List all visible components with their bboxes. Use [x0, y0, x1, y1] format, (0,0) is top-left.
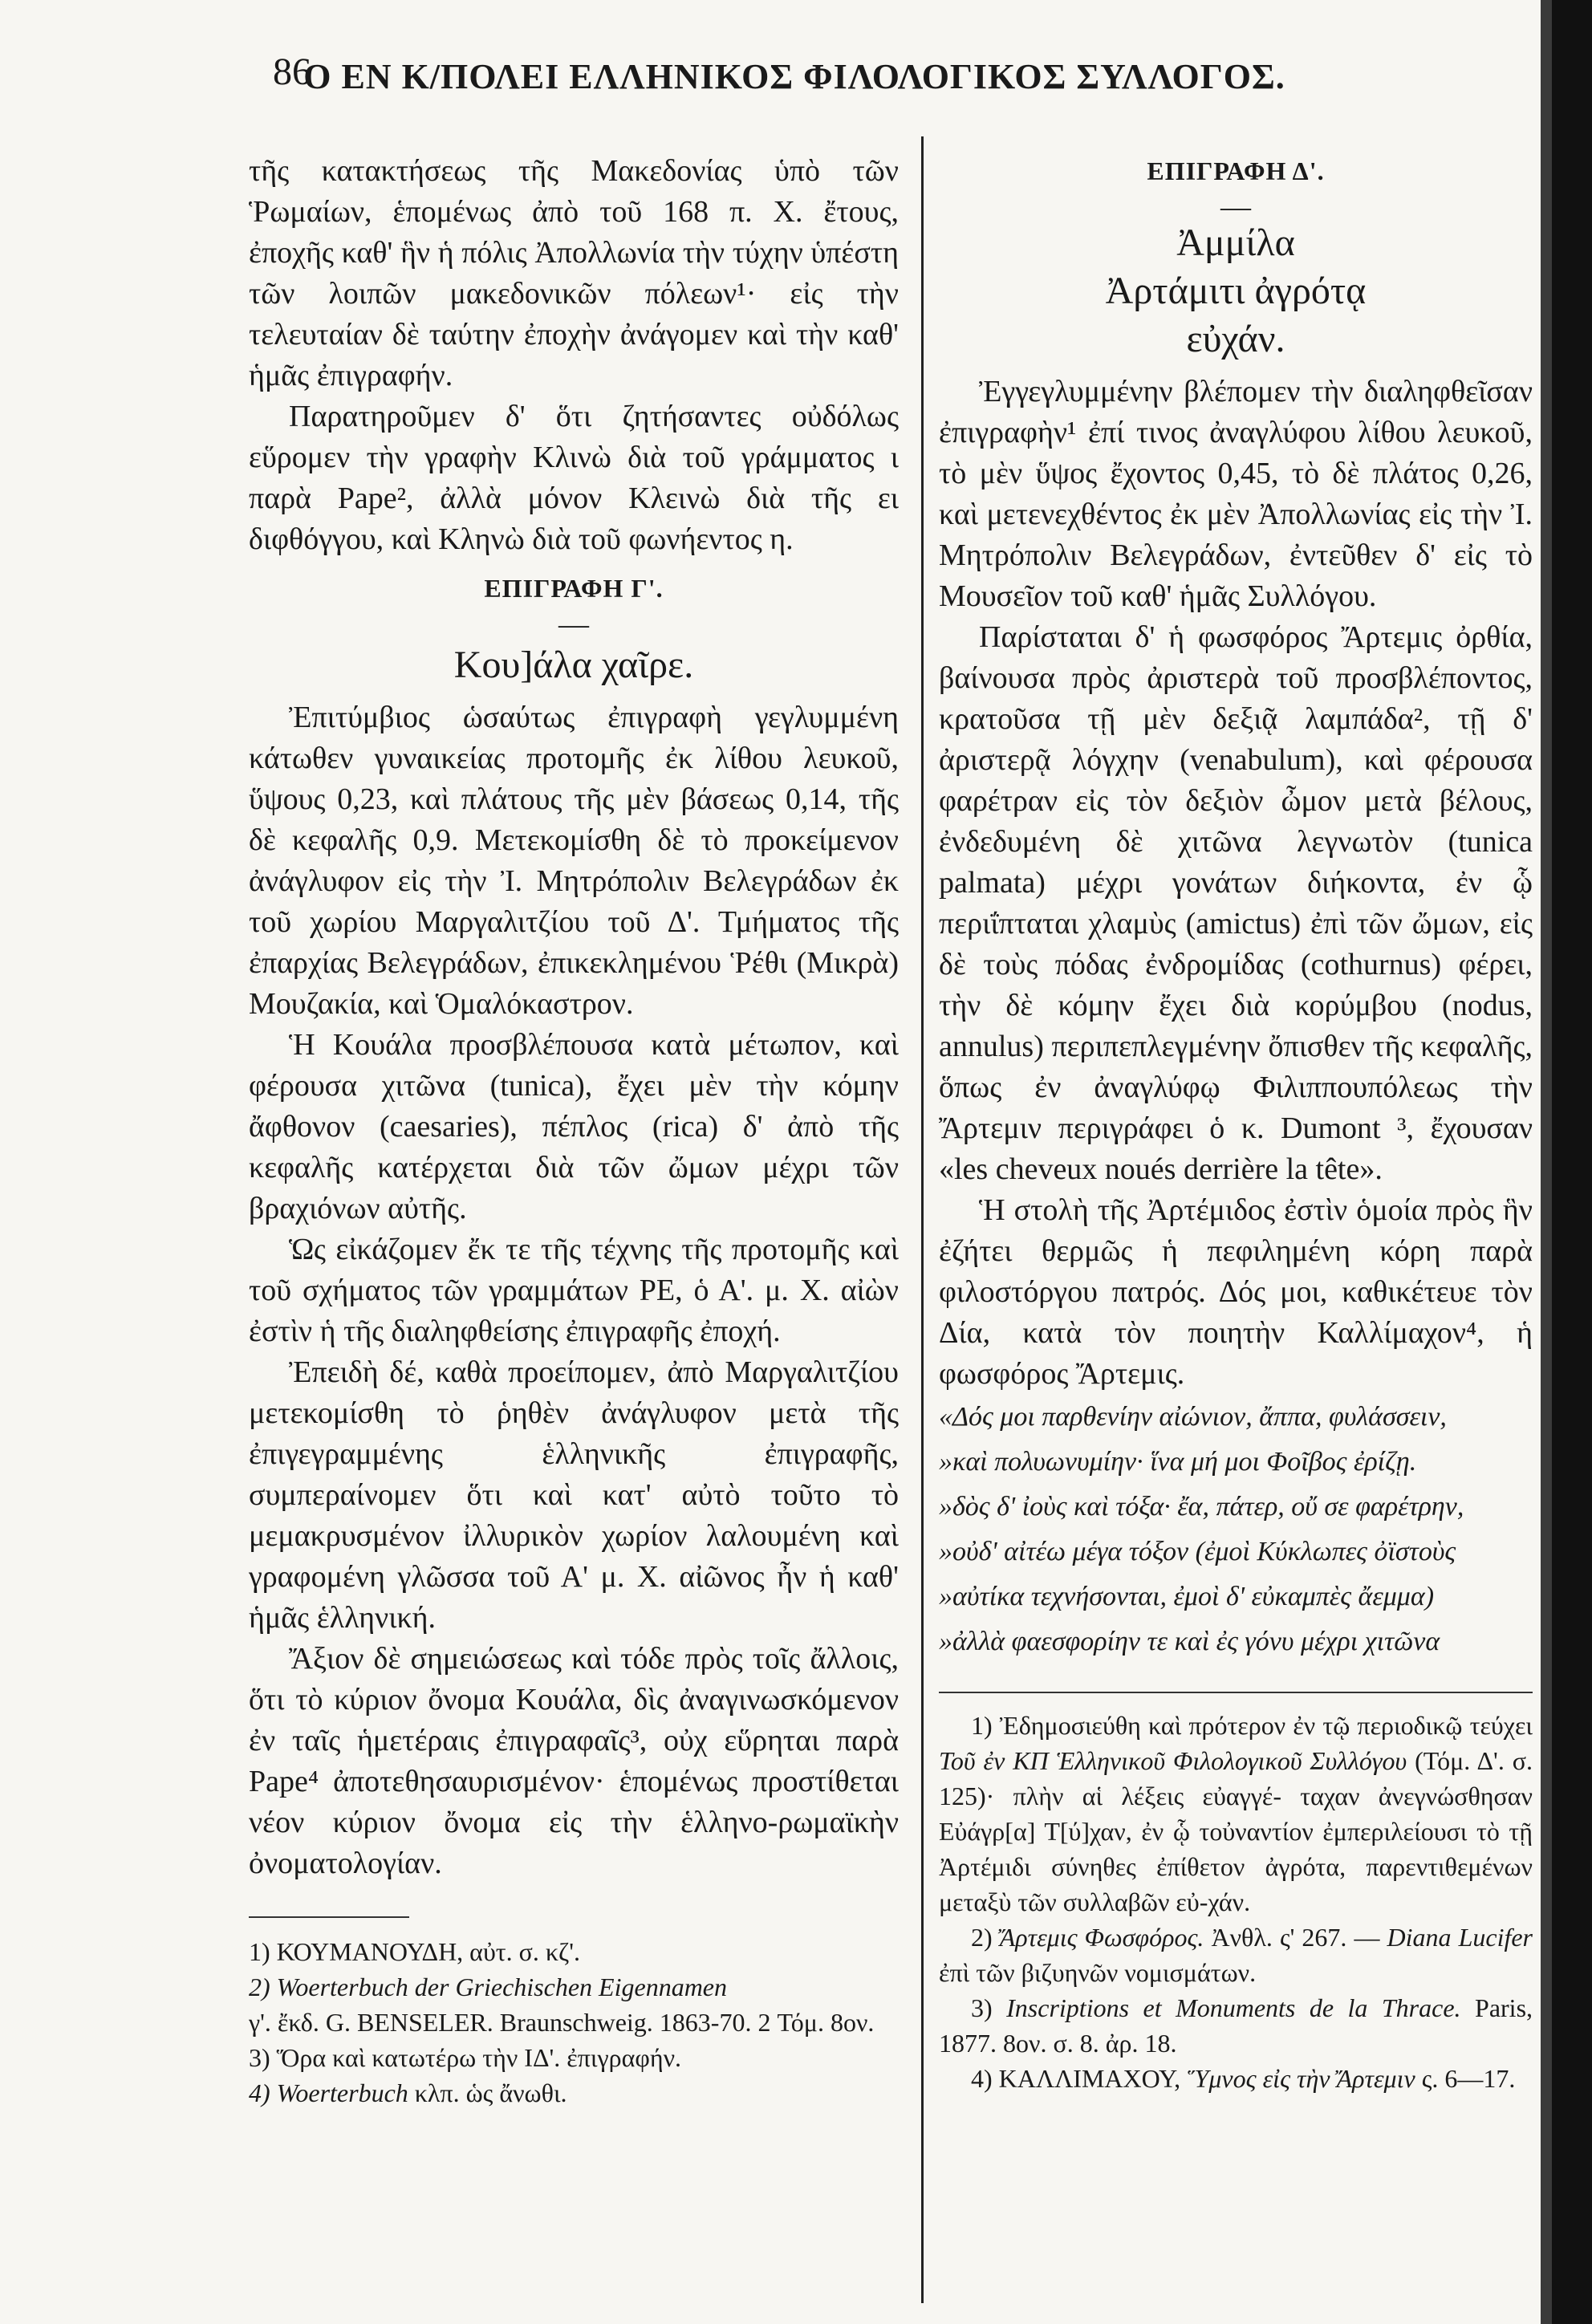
right-column [939, 151, 1533, 2096]
footnote [939, 1920, 1533, 1990]
footnote-text: Ἀνθλ. ς' 267. — [1204, 1923, 1387, 1952]
verse-line: «Δός μοι παρθενίην αἰώνιον, ἄππα, φυλάσσειν, [939, 1402, 1447, 1432]
footnote-text: (Τόμ. Δ'. σ. 125)· πλὴν αἱ λέξεις εὐαγγέ- ταχαν ἀνεγνώσθησαν Εὐάγρ[α] Τ[ύ]χαν, ἐν ᾧ τοὐναντίον ἐμπεριλείουσι τὸ τῇ Ἀρτέμιδι σύνηθες ἐπίθετον ἀγρότα, παρεντιθεμένων μεταξὺ τῶν συλλαβῶν εὐ-χάν. [939, 1746, 1533, 1916]
section-heading: ΕΠΙΓΡΑΦΗ Γ'. [484, 574, 664, 603]
inscription-line: Ἀμμίλα [1176, 221, 1295, 264]
paragraph: τῆς κατακτήσεως τῆς Μακεδονίας ὑπὸ τῶν Ῥωμαίων, ἑπομένως ἀπὸ τοῦ 168 π. Χ. ἔτους, ἐποχῆς καθ' ἣν ἡ πόλις Ἀπολλωνία τὴν τύχην ὑπέστη τῶν λοιπῶν μακεδονικῶν πόλεων¹· εἰς τὴν τελευταίαν δὲ ταύτην ἐποχὴν ἀνάγομεν καὶ τὴν καθ' ἡμᾶς ἐπιγραφήν. [249, 154, 899, 392]
footnote-text: κλπ. ὡς ἄνωθι. [408, 2078, 567, 2107]
verse-line: »δὸς δ' ἰοὺς καὶ τόξα· ἔα, πάτερ, οὔ σε φαρέτρην, [939, 1492, 1464, 1522]
heading-dash: — [1220, 190, 1251, 224]
footnote-rule [249, 1916, 409, 1918]
paragraph: Ἐπειδὴ δέ, καθὰ προείπομεν, ἀπὸ Μαργαλιτζίου μετεκομίσθη τὸ ῥηθὲν ἀνάγλυφον μετὰ τῆς ἐπιγεγραμμένης ἑλληνικῆς ἐπιγραφῆς, συμπεραίνομεν ὅτι καὶ κατ' αὐτὸ τοῦτο τὸ μεμακρυσμένον ἰλλυρικὸν χωρίον λαλουμένη καὶ γραφομένη γλῶσσα τοῦ Α' μ. Χ. αἰῶνος ἦν ἡ καθ' ἡμᾶς ἑλληνική. [249, 1355, 899, 1635]
footnote: 3) Ὅρα καὶ κατωτέρω τὴν ΙΔ'. ἐπιγραφήν. [249, 2043, 682, 2072]
paragraph: Παρατηροῦμεν δ' ὅτι ζητήσαντες οὐδόλως εὕρομεν τὴν γραφὴν Κλινὼ διὰ τοῦ γράμματος ι παρὰ Pape², ἀλλὰ μόνον Κλεινὼ διὰ τῆς ει διφθόγγου, καὶ Κληνὼ διὰ τοῦ φωνήεντος η. [249, 400, 899, 556]
paragraph: Παρίσταται δ' ἡ φωσφόρος Ἄρτεμις ὀρθία, βαίνουσα πρὸς ἀριστερὰ τοῦ προσβλέποντος, κρατοῦσα τῇ μὲν δεξιᾷ λαμπάδα², τῇ δ' ἀριστερᾷ λόγχην (venabulum), καὶ φέρουσα φαρέτραν εἰς τὸν δεξιὸν ὦμον μετὰ βέλους, ἐνδεδυμένη δὲ χιτῶνα λεγνωτὸν (tunica palmata) μέχρι γονάτων διήκοντα, ἐν ᾧ περιΐπταται χλαμὺς (amictus) ἐπὶ τῶν ὤμων, εἰς δὲ τοὺς πόδας ἐνδρομίδας (cothurnus) φέρει, τὴν δὲ κόμην ἔχει διὰ κορύμβου (nodus, annulus) περιπεπλεγμένην ὄπισθεν τῆς κεφαλῆς, ὅπως ἐν ἀναγλύφῳ Φιλιππουπόλεως τὴν Ἄρτεμιν περιγράφει ὁ κ. Dumont ³, ἔχουσαν «les cheveux noués derrière la tête». [939, 620, 1533, 1186]
footnote-text: ἐπὶ τῶν βιζυηνῶν νομισμάτων. [939, 1958, 1257, 1987]
footnote-title: Diana Lucifer [1387, 1923, 1533, 1952]
footnote-title: Ἄρτεμις Φωσφόρος. [999, 1923, 1204, 1952]
paragraph: Ὡς εἰκάζομεν ἔκ τε τῆς τέχνης τῆς προτομῆς καὶ τοῦ σχήματος τῶν γραμμάτων ΡΕ, ὁ Α'. μ. Χ. αἰὼν ἐστὶν ἡ τῆς διαληφθείσης ἐπιγραφῆς ἐποχή. [249, 1233, 899, 1348]
column-divider [921, 136, 924, 2303]
footnote-title: Ὕμνος εἰς τὴν Ἄρτεμιν [1187, 2064, 1415, 2093]
footnote [939, 1990, 1533, 2061]
footnote-text: 2) [971, 1923, 1000, 1952]
section-heading: ΕΠΙΓΡΑΦΗ Δ'. [1147, 156, 1325, 185]
inscription-line: εὐχάν. [1186, 318, 1285, 360]
footnote-text: Paris, 1877. 8ον. σ. 8. ἀρ. 18. [939, 1993, 1533, 2058]
footnote-text: 1) Ἐδημοσιεύθη καὶ πρότερον ἐν τῷ περιοδικῷ τεύχει [971, 1711, 1533, 1740]
verse-line: »οὐδ' αἰτέω μέγα τόξον (ἐμοὶ Κύκλωπες ὀϊστοὺς [939, 1537, 1456, 1566]
footnote: 1) ΚΟΥΜΑΝΟΥΔΗ, αὐτ. σ. κζ'. [249, 1937, 581, 1966]
footnote-text: ς. 6—17. [1415, 2064, 1516, 2093]
footnote: γ'. ἔκδ. G. BENSELER. Braunschweig. 1863-70. 2 Τόμ. 8ον. [249, 2008, 875, 2037]
verse-line: »καὶ πολυωνυμίην· ἵνα μή μοι Φοῖβος ἐρίζῃ. [939, 1447, 1417, 1477]
verse-line: »αὐτίκα τεχνήσονται, ἐμοὶ δ' εὐκαμπὲς ἄεμμα) [939, 1582, 1435, 1611]
footnote-rule [939, 1692, 1533, 1693]
left-column [249, 151, 899, 2111]
inscription-line: Ἀρτάμιτι ἀγρότᾳ [1105, 270, 1367, 312]
scan-edge [1541, 0, 1592, 2324]
verse-line: »ἀλλὰ φαεσφορίην τε καὶ ἐς γόνυ μέχρι χιτῶνα [939, 1627, 1440, 1656]
footnote-title: 4) Woerterbuch [249, 2078, 408, 2107]
footnote-title: Inscriptions et Monuments de la Thrace. [1006, 1993, 1461, 2022]
footnote [249, 2075, 899, 2111]
paragraph: Ἡ Κουάλα προσβλέπουσα κατὰ μέτωπον, καὶ φέρουσα χιτῶνα (tunica), ἔχει μὲν τὴν κόμην ἄφθονον (caesaries), πέπλος (rica) δ' ἀπὸ τῆς κεφαλῆς κατέρχεται διὰ τῶν ὤμων μέχρι τῶν βραχιόνων αὐτῆς. [249, 1028, 899, 1225]
footnote-title: 2) Woerterbuch der Griechischen Eigennamen [249, 1973, 727, 2001]
footnote [939, 2061, 1533, 2096]
paragraph: Ἡ στολὴ τῆς Ἀρτέμιδος ἐστὶν ὁμοία πρὸς ἣν ἐζήτει θερμῶς ἡ πεφιλημένη κόρη παρὰ φιλοστόργου πατρός. Δός μοι, καθικέτευε τὸν Δία, κατὰ τὸν ποιητὴν Καλλίμαχον⁴, ἡ φωσφόρος Ἄρτεμις. [939, 1193, 1533, 1391]
paragraph: Ἄξιον δὲ σημειώσεως καὶ τόδε πρὸς τοῖς ἄλλοις, ὅτι τὸ κύριον ὄνομα Κουάλα, δὶς ἀναγινωσκόμενον ἐν ταῖς ἡμετέραις ἐπιγραφαῖς³, οὐχ εὕρηται παρὰ Pape⁴ ἀποτεθησαυρισμένον· ἑπομένως προστίθεται νέον κύριον ὄνομα εἰς τὴν ἑλληνο-ρωμαϊκὴν ὀνοματολογίαν. [249, 1642, 899, 1880]
paragraph: Ἐγγεγλυμμένην βλέπομεν τὴν διαληφθεῖσαν ἐπιγραφὴν¹ ἐπί τινος ἀναγλύφου λίθου λευκοῦ, τὸ μὲν ὕψος ἔχοντος 0,45, τὸ δὲ πλάτος 0,26, καὶ μετενεχθέντος ἐκ μὲν Ἀπολλωνίας εἰς τὴν Ἰ. Μητρόπολιν Βελεγράδων, ἐντεῦθεν δ' εἰς τὸ Μουσεῖον τοῦ καθ' ἡμᾶς Συλλόγου. [939, 375, 1533, 613]
footnote [249, 1969, 899, 2005]
scan-edge-shadow [1541, 0, 1552, 2324]
footnote-text: 3) [971, 1993, 1007, 2022]
page-number: 86 [273, 51, 311, 93]
inscription-text: Κου]άλα χαῖρε. [453, 644, 694, 686]
running-title: Ο ΕΝ Κ/ΠΟΛΕΙ ΕΛΛΗΝΙΚΟΣ ΦΙΛΟΛΟΓΙΚΟΣ ΣΥΛΛΟΓΟΣ. [303, 57, 1285, 96]
footnote-title: Τοῦ ἐν ΚΠ Ἑλληνικοῦ Φιλολογικοῦ Συλλόγου [939, 1746, 1407, 1775]
footnote-text: 4) ΚΑΛΛΙΜΑΧΟΥ, [971, 2064, 1188, 2093]
heading-dash: — [558, 607, 589, 641]
paragraph: Ἐπιτύμβιος ὡσαύτως ἐπιγραφὴ γεγλυμμένη κάτωθεν γυναικείας προτομῆς ἐκ λίθου λευκοῦ, ὕψους 0,23, καὶ πλάτους τῆς μὲν βάσεως 0,14, τῆς δὲ κεφαλῆς 0,9. Μετεκομίσθη δὲ τὸ προκείμενον ἀνάγλυφον εἰς τὴν Ἰ. Μητρόπολιν Βελεγράδων ἐκ τοῦ χωρίου Μαργαλιτζίου τοῦ Δ'. Τμήματος τῆς ἐπαρχίας Βελεγράδων, ἐπικεκλημένου Ῥέθι (Μικρὰ) Μουζακία, καὶ Ὁμαλόκαστρον. [249, 701, 899, 1021]
footnote [939, 1708, 1533, 1920]
